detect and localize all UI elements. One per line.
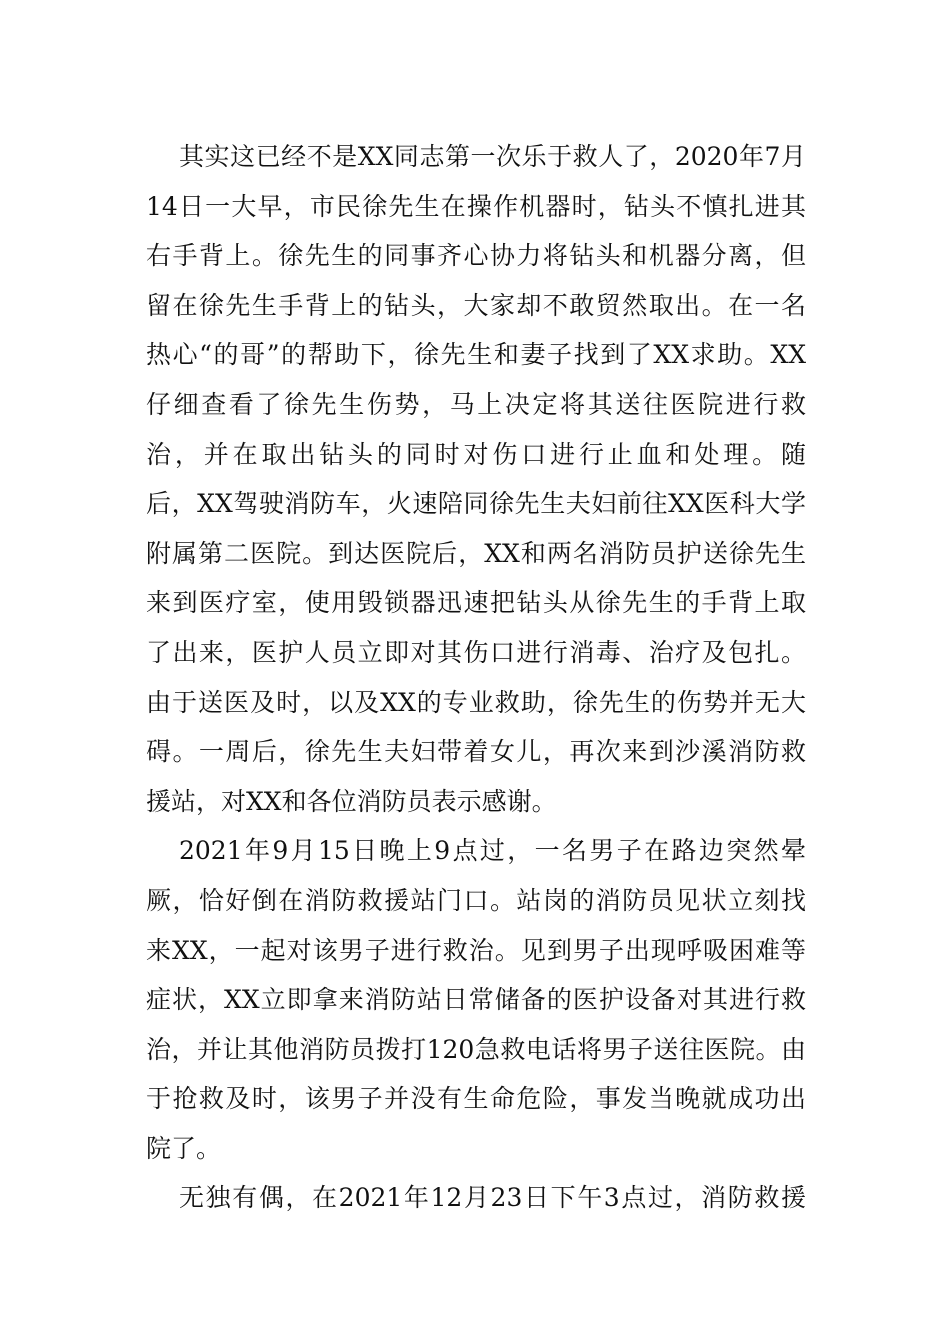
paragraph-line: 2021年9月15日晚上9点过，一名男子在路边突然晕 (179, 836, 806, 866)
paragraph-line: 治，并在取出钻头的同时对伤口进行止血和处理。随 (146, 439, 806, 469)
paragraph-1 (146, 132, 806, 826)
paragraph-line: 无独有偶，在2021年12月23日下午3点过，消防救援 (179, 1183, 806, 1213)
paragraph-line: 碍。一周后，徐先生夫妇带着女儿，再次来到沙溪消防救 (146, 737, 806, 767)
paragraph-line: 厥，恰好倒在消防救援站门口。站岗的消防员见状立刻找 (146, 885, 806, 915)
paragraph-line: 留在徐先生手背上的钻头，大家却不敢贸然取出。在一名 (146, 290, 806, 320)
paragraph-line: 其实这已经不是XX同志第一次乐于救人了，2020年7月 (179, 142, 806, 171)
paragraph-line: 症状，XX立即拿来消防站日常储备的医护设备对其进行救 (146, 985, 806, 1015)
paragraph-line: 治，并让其他消防员拨打120急救电话将男子送往医院。由 (146, 1034, 806, 1064)
paragraph-3 (146, 1173, 806, 1223)
paragraph-line: 仔细查看了徐先生伤势，马上决定将其送往医院进行救 (146, 389, 806, 419)
paragraph-line: 附属第二医院。到达医院后，XX和两名消防员护送徐先生 (146, 538, 806, 568)
paragraph-2 (146, 826, 806, 1173)
paragraph-line: 14日一大早，市民徐先生在操作机器时，钻头不慎扎进其 (146, 191, 806, 221)
paragraph-line: 于抢救及时，该男子并没有生命危险，事发当晚就成功出 (146, 1084, 806, 1114)
paragraph-line: 来XX，一起对该男子进行救治。见到男子出现呼吸困难等 (146, 935, 806, 965)
document-body (146, 132, 806, 1223)
paragraph-line: 来到医疗室，使用毁锁器迅速把钻头从徐先生的手背上取 (146, 588, 806, 618)
paragraph-line: 院了。 (146, 1133, 222, 1163)
paragraph-line: 了出来，医护人员立即对其伤口进行消毒、治疗及包扎。 (146, 637, 806, 667)
paragraph-line: 右手背上。徐先生的同事齐心协力将钻头和机器分离，但 (146, 241, 806, 271)
paragraph-line: 后，XX驾驶消防车，火速陪同徐先生夫妇前往XX医科大学 (146, 489, 806, 519)
paragraph-line: 由于送医及时，以及XX的专业救助，徐先生的伤势并无大 (146, 687, 806, 717)
paragraph-line: 热心“的哥”的帮助下，徐先生和妻子找到了XX求助。XX (146, 340, 806, 370)
paragraph-line: 援站，对XX和各位消防员表示感谢。 (146, 786, 557, 816)
